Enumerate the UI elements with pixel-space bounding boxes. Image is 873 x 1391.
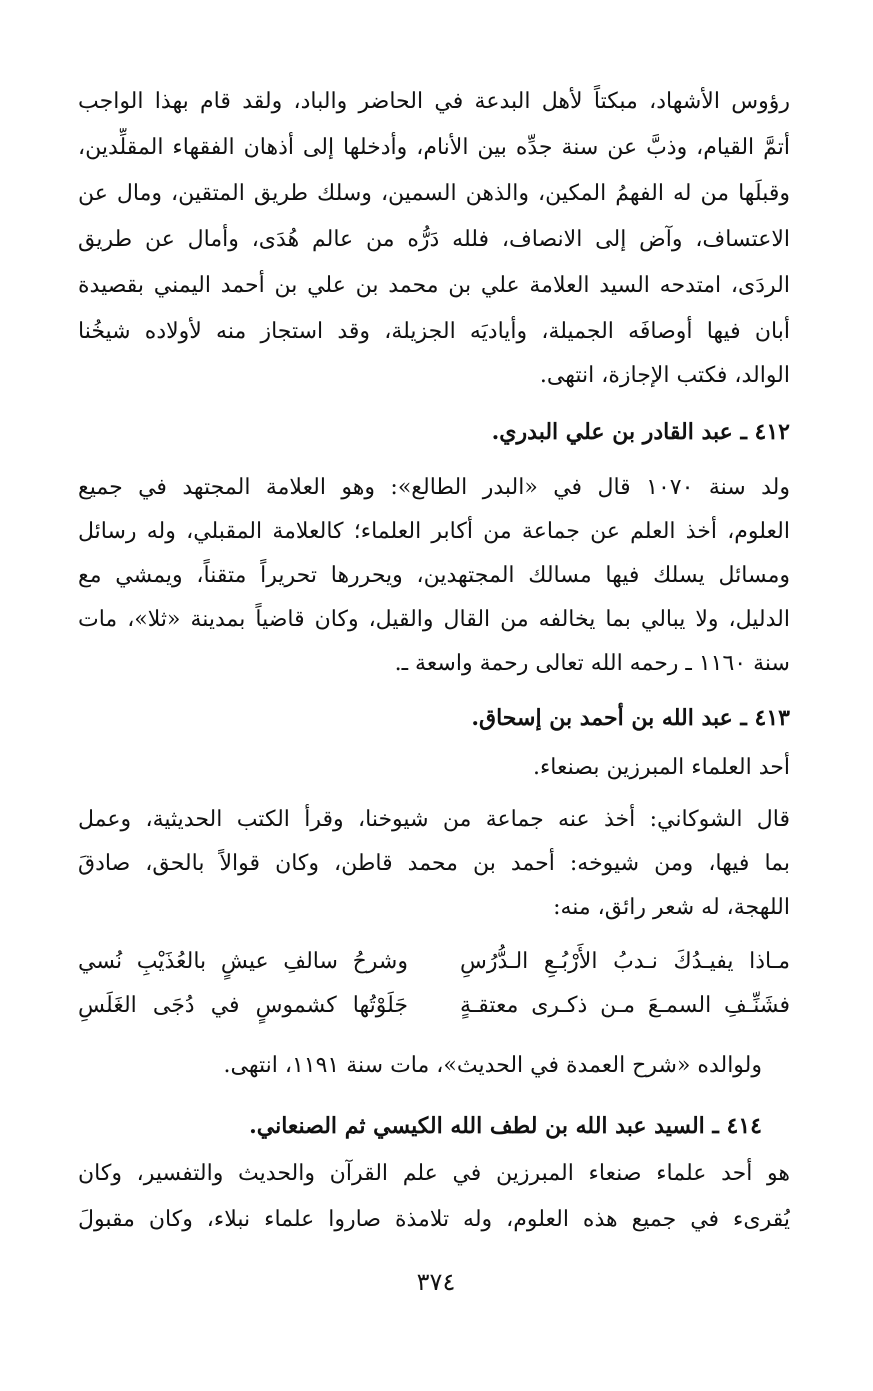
- entry-heading-412: ٤١٢ ـ عبد القادر بن علي البدري.: [491, 419, 790, 445]
- paragraph-line: ولد سنة ١٠٧٠ قال في «البدر الطالع»: وهو العلامة المجتهد في جميع: [78, 475, 790, 500]
- paragraph-line: اللهجة، له شعر رائق، منه:: [553, 895, 790, 920]
- paragraph-line: الردَى، امتدحه السيد العلامة علي بن محمد بن علي بن أحمد اليمني بقصيدة: [78, 273, 790, 298]
- paragraph-line: رؤوس الأشهاد، مبكتاً لأهل البدعة في الحاضر والباد، ولقد قام بهذا الواجب: [78, 89, 790, 114]
- paragraph-line: أبان فيها أوصافَه الجميلة، وأياديَه الجزيلة، وقد استجاز منه لأولاده شيخُنا: [78, 319, 790, 344]
- verse-second-hemistich: وشرحُ سالفِ عيشٍ بالعُذَيْبِ نُسي: [78, 949, 408, 974]
- paragraph-line: قال الشوكاني: أخذ عنه جماعة من شيوخنا، وقرأ الكتب الحديثية، وعمل: [78, 807, 790, 832]
- paragraph-line: سنة ١١٦٠ ـ رحمه الله تعالى رحمة واسعة ـ.: [394, 651, 790, 676]
- paragraph-line: وقبلَها من له الفهمُ المكين، والذهن السمين، وسلك طريق المتقين، ومال عن: [78, 181, 790, 206]
- poem-verse: [78, 942, 790, 982]
- paragraph-line: أحد العلماء المبرزين بصنعاء.: [532, 755, 790, 780]
- entry-heading-413: ٤١٣ ـ عبد الله بن أحمد بن إسحاق.: [471, 705, 790, 731]
- poem-verse: [78, 986, 790, 1026]
- paragraph-line: الوالد، فكتب الإجازة، انتهى.: [539, 363, 790, 388]
- paragraph-line: الاعتساف، وآض إلى الانصاف، فلله دَرُّه من عالم هُدَى، وأمال عن طريق: [78, 227, 790, 252]
- paragraph-line: بما فيها، ومن شيوخه: أحمد بن محمد قاطن، وكان قوالاً بالحق، صادقَ: [78, 851, 790, 876]
- verse-first-hemistich: فشَنِّـفِ السمـعَ مـن ذكـرى معتقـةٍ: [460, 993, 790, 1018]
- paragraph-line: الدليل، ولا يبالي بما يخالفه من القال والقيل، وكان قاضياً بمدينة «ثلا»، مات: [78, 607, 790, 632]
- verse-first-hemistich: مـاذا يفيـدُكَ نـدبُ الأَرْبُـعِ الـدُّرُسِ: [460, 949, 790, 974]
- paragraph-line: أتمَّ القيام، وذبَّ عن سنة جدِّه بين الأنام، وأدخلها إلى أذهان الفقهاء المقلِّدين،: [78, 135, 790, 160]
- entry-heading-414: ٤١٤ ـ السيد عبد الله بن لطف الله الكيسي ثم الصنعاني.: [249, 1113, 762, 1139]
- verse-second-hemistich: جَلَوْتُها كشموسٍ في دُجَى الغَلَسِ: [78, 993, 408, 1018]
- paragraph-line: العلوم، أخذ العلم عن جماعة من أكابر العلماء؛ كالعلامة المقبلي، وله رسائل: [78, 519, 790, 544]
- page-number: ٣٧٤: [416, 1268, 456, 1296]
- paragraph-line: ولوالده «شرح العمدة في الحديث»، مات سنة ١١٩١، انتهى.: [223, 1053, 762, 1078]
- paragraph-line: يُقرىء في جميع هذه العلوم، وله تلامذة صاروا علماء نبلاء، وكان مقبولَ: [78, 1207, 790, 1232]
- paragraph-line: ومسائل يسلك فيها مسالك المجتهدين، ويحررها تحريراً متقناً، ويمشي مع: [78, 563, 790, 588]
- paragraph-line: هو أحد علماء صنعاء المبرزين في علم القرآن والحديث والتفسير، وكان: [78, 1161, 790, 1186]
